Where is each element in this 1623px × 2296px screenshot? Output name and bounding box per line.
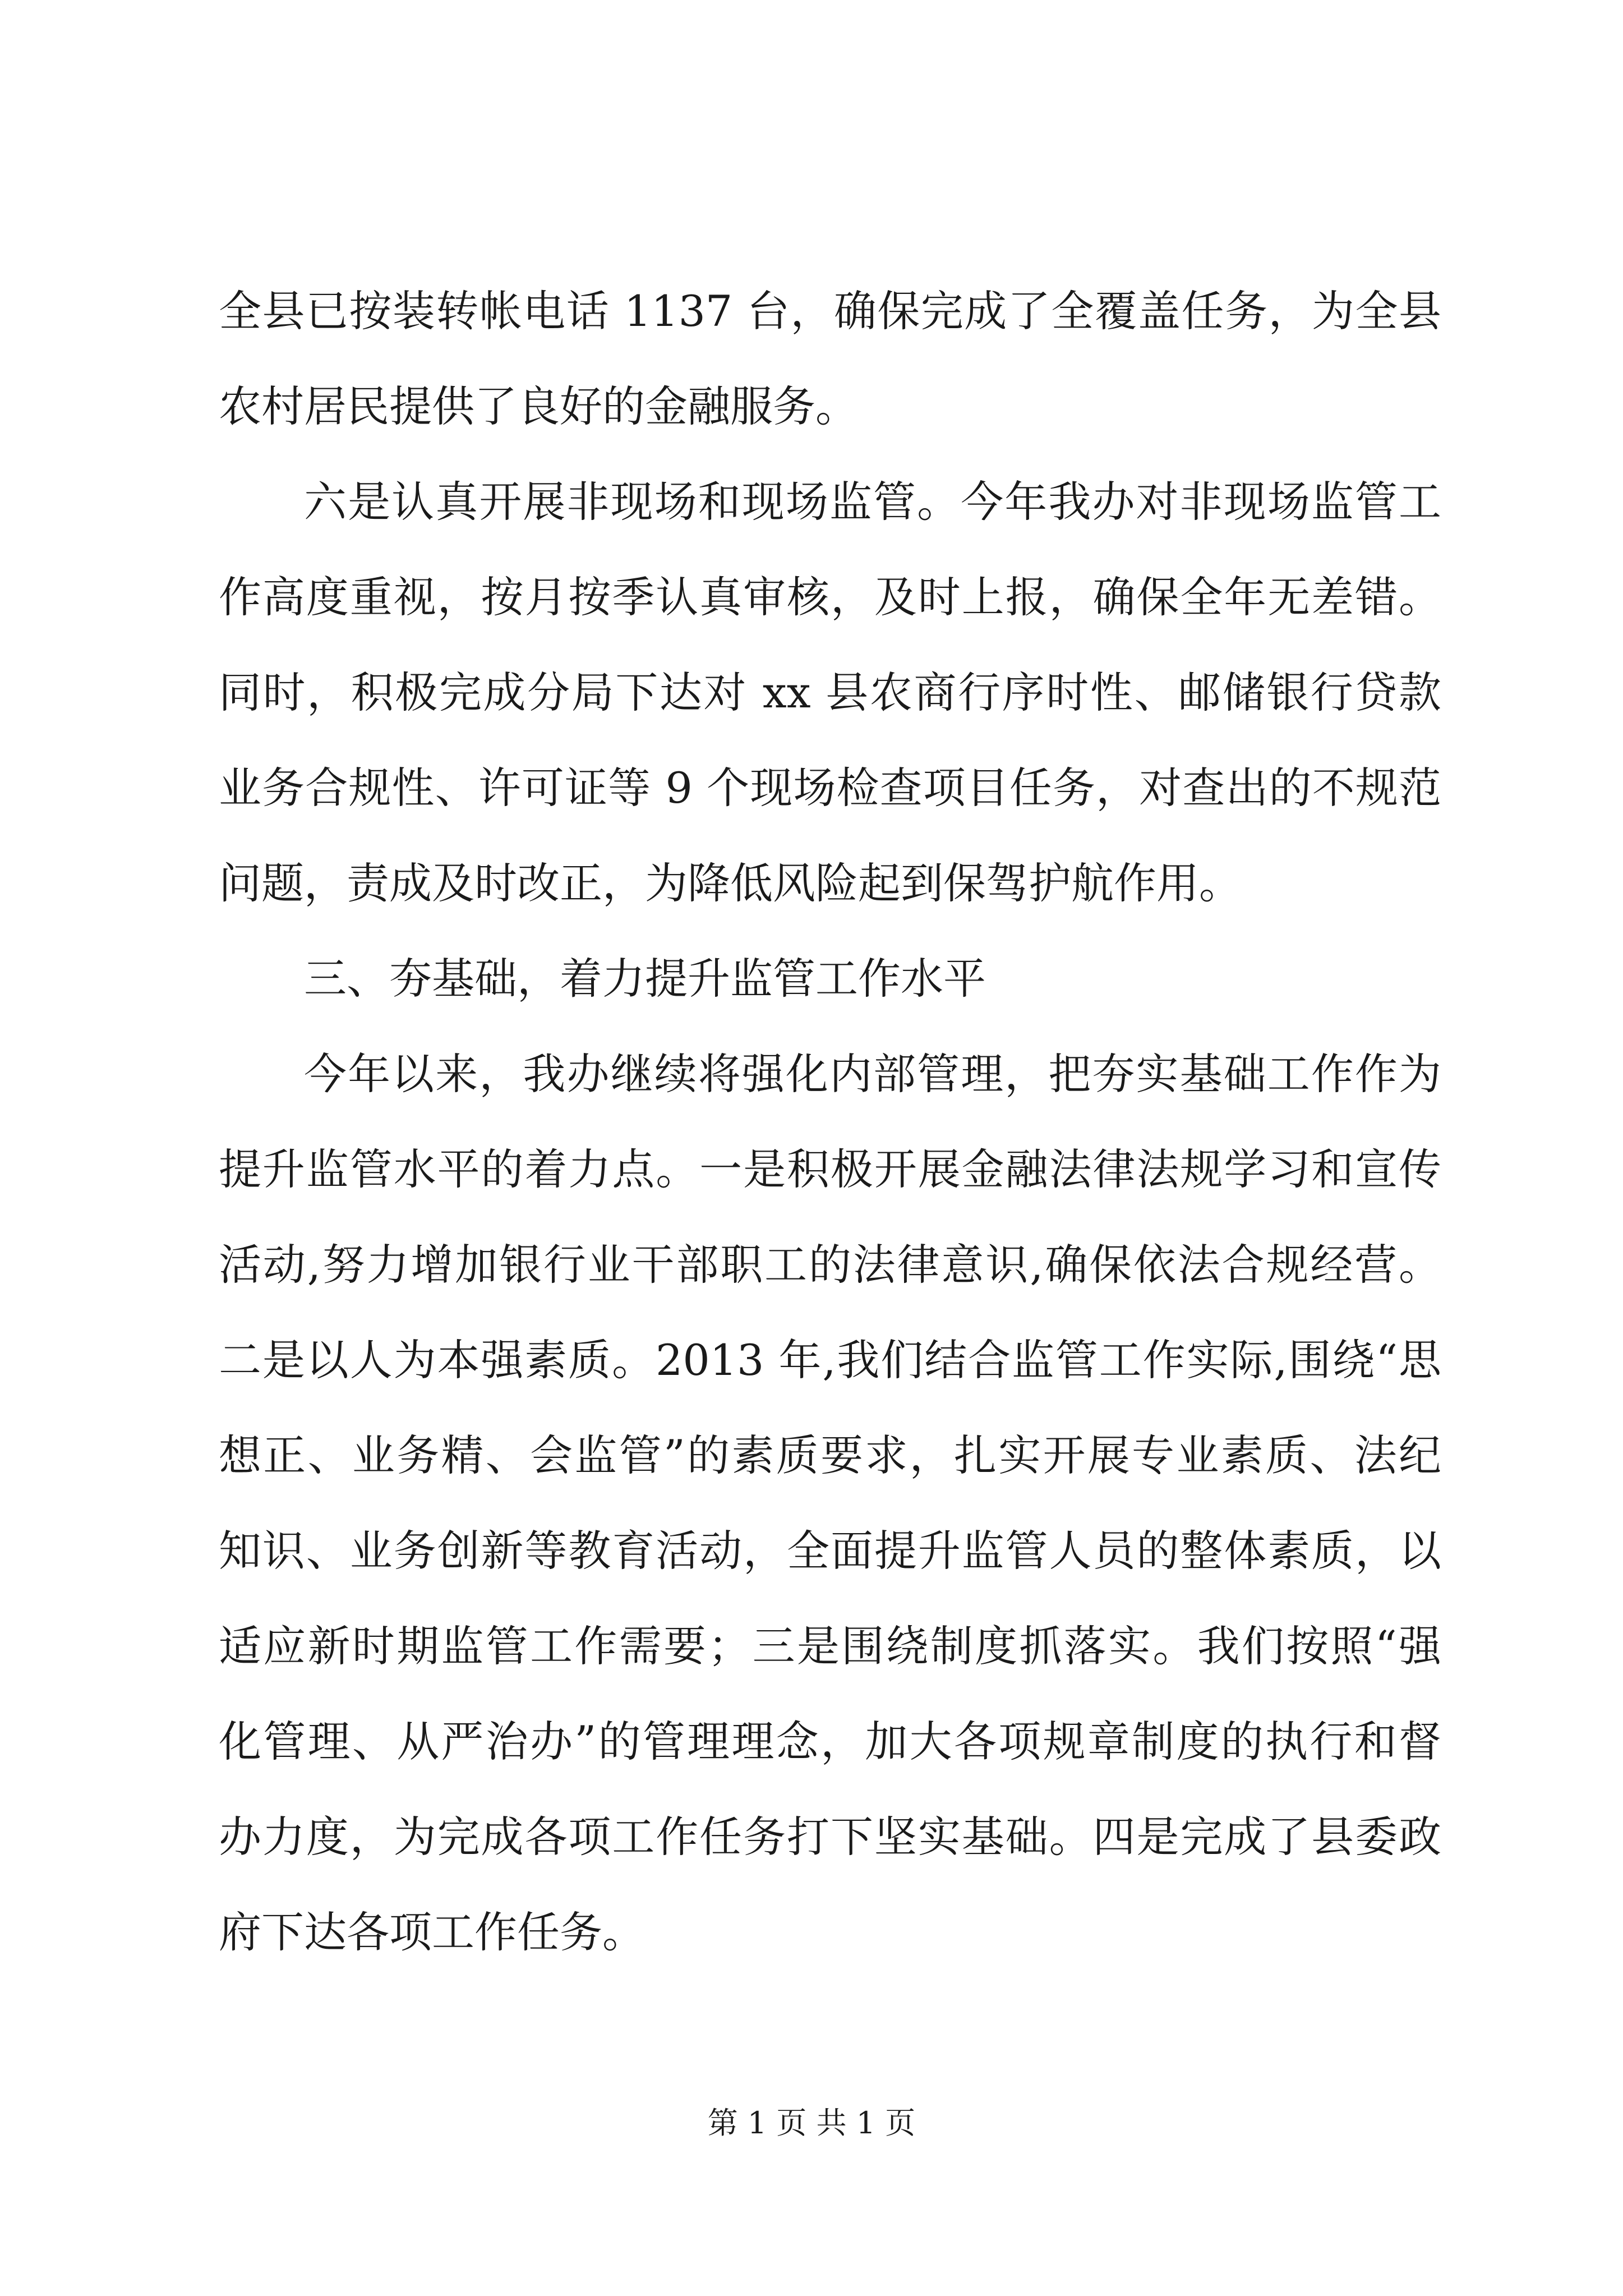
text-line: 农村居民提供了良好的金融服务。 [219, 381, 858, 431]
paragraph-start-line: 今年以来，我办继续将强化内部管理，把夯实基础工作作为 [304, 1049, 1441, 1099]
text-line: 化管理、从严治办”的管理理念，加大各项规章制度的执行和督 [219, 1717, 1441, 1766]
text-line: 全县已按装转帐电话 1137 台，确保完成了全覆盖任务，为全县 [219, 286, 1441, 336]
text-line: 二是以人为本强素质。2013 年,我们结合监管工作实际,围绕“思 [219, 1335, 1441, 1385]
text-line: 活动,努力增加银行业干部职工的法律意识,确保依法合规经营。 [219, 1240, 1441, 1290]
text-line: 办力度，为完成各项工作任务打下坚实基础。四是完成了县委政 [219, 1812, 1441, 1862]
text-line: 想正、业务精、会监管”的素质要求，扎实开展专业素质、法纪 [219, 1430, 1441, 1480]
text-line: 作高度重视，按月按季认真审核，及时上报，确保全年无差错。 [219, 572, 1441, 622]
page-number: 第 1 页 共 1 页 [707, 2105, 916, 2141]
text-line: 提升监管水平的着力点。一是积极开展金融法律法规学习和宣传 [219, 1144, 1441, 1194]
text-line: 同时，积极完成分局下达对 xx 县农商行序时性、邮储银行贷款 [219, 668, 1441, 717]
paragraph-start-line: 六是认真开展非现场和现场监管。今年我办对非现场监管工 [304, 477, 1441, 527]
text-line: 问题，责成及时改正，为降低风险起到保驾护航作用。 [219, 858, 1242, 908]
text-line: 知识、业务创新等教育活动，全面提升监管人员的整体素质，以 [219, 1526, 1441, 1576]
document-body [219, 264, 1441, 1980]
page-footer [0, 2101, 1623, 2146]
text-line: 业务合规性、许可证等 9 个现场检查项目任务，对查出的不规范 [219, 763, 1441, 813]
section-heading: 三、夯基础，着力提升监管工作水平 [304, 954, 986, 1004]
text-line: 府下达各项工作任务。 [219, 1907, 645, 1957]
text-line: 适应新时期监管工作需要；三是围绕制度抓落实。我们按照“强 [219, 1621, 1441, 1671]
